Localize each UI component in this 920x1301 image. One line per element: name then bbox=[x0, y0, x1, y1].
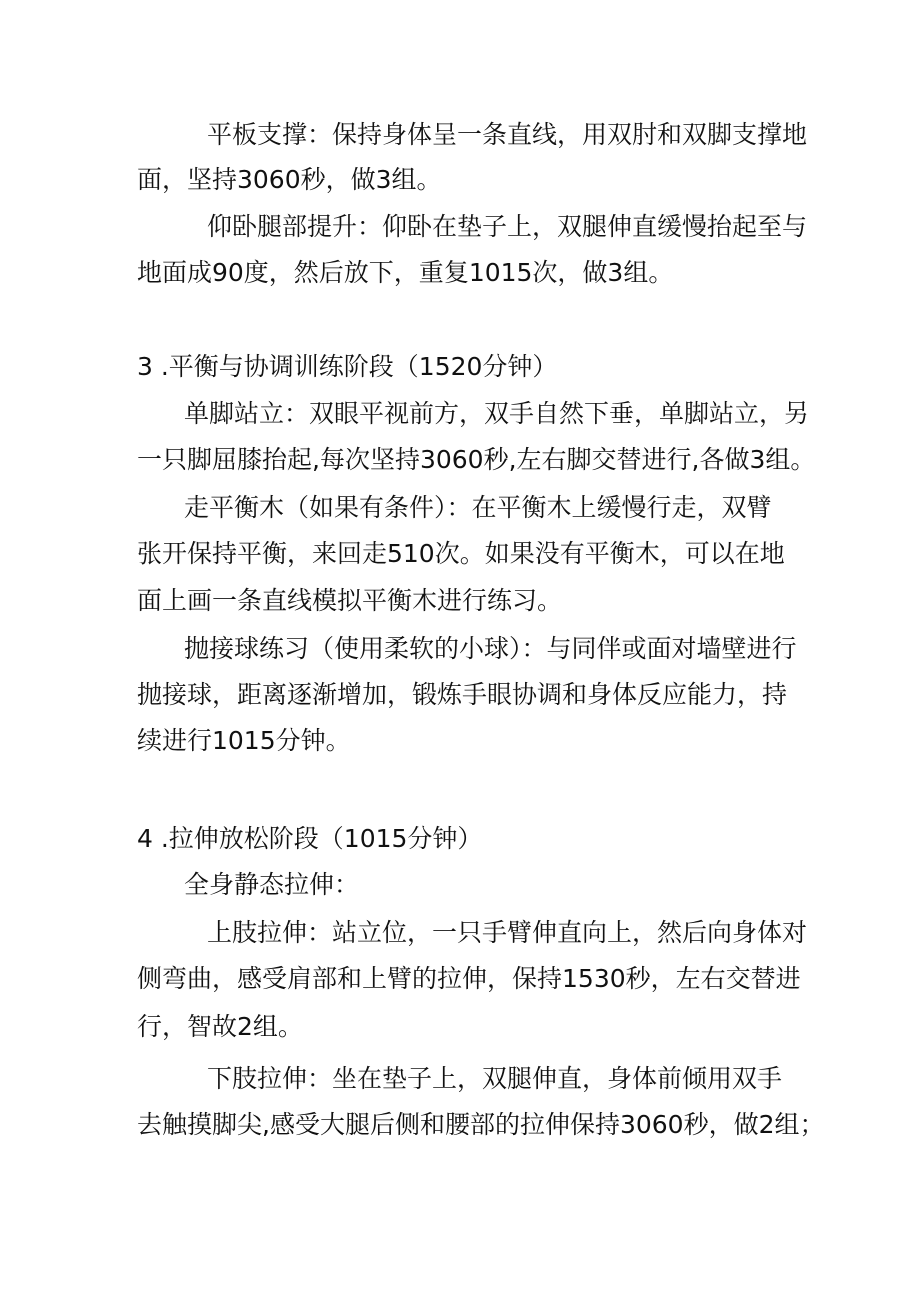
paragraph-single-leg-line-1: 单脚站立：双眼平视前方，双手自然下垂，单脚站立，另 bbox=[184, 399, 810, 428]
paragraph-ball-toss-line-1: 抛接球练习（使用柔软的小球）：与同伴或面对墙壁进行 bbox=[184, 634, 797, 663]
section-heading-balance: 3 .平衡与协调训练阶段（1520分钟） bbox=[137, 352, 558, 381]
paragraph-lower-limb-line-2: 去触摸脚尖,感受大腿后侧和腰部的拉伸保持3060秒，做2组； bbox=[137, 1110, 825, 1139]
paragraph-upper-limb-line-3: 行，智故2组。 bbox=[137, 1012, 303, 1041]
paragraph-leg-raise-line-2: 地面成90度，然后放下，重复1015次，做3组。 bbox=[137, 258, 674, 287]
paragraph-balance-beam-line-3: 面上画一条直线模拟平衡木进行练习。 bbox=[137, 586, 563, 615]
paragraph-upper-limb-line-1: 上肢拉伸：站立位，一只手臂伸直向上，然后向身体对 bbox=[207, 918, 808, 947]
paragraph-ball-toss-line-2: 抛接球，距离逐渐增加，锻炼手眼协调和身体反应能力，持 bbox=[137, 680, 788, 709]
paragraph-lower-limb-line-1: 下肢拉伸：坐在垫子上，双腿伸直，身体前倾用双手 bbox=[207, 1064, 783, 1093]
paragraph-ball-toss-line-3: 续进行1015分钟。 bbox=[137, 726, 351, 755]
paragraph-balance-beam-line-1: 走平衡木（如果有条件）：在平衡木上缓慢行走，双臂 bbox=[184, 493, 772, 522]
paragraph-balance-beam-line-2: 张开保持平衡，来回走510次。如果没有平衡木，可以在地 bbox=[137, 539, 785, 568]
paragraph-plank-line-1: 平板支撑：保持身体呈一条直线，用双肘和双脚支撑地 bbox=[207, 120, 808, 149]
paragraph-single-leg-line-2: 一只脚屈膝抬起,每次坚持3060秒,左右脚交替进行,各做3组。 bbox=[137, 445, 816, 474]
paragraph-plank-line-2: 面，坚持3060秒，做3组。 bbox=[137, 165, 442, 194]
paragraph-leg-raise-line-1: 仰卧腿部提升：仰卧在垫子上，双腿伸直缓慢抬起至与 bbox=[207, 212, 808, 241]
paragraph-upper-limb-line-2: 侧弯曲，感受肩部和上臂的拉伸，保持1530秒，左右交替进 bbox=[137, 964, 801, 993]
subheading-full-body-stretch: 全身静态拉伸： bbox=[184, 870, 360, 899]
section-heading-stretch: 4 .拉伸放松阶段（1015分钟） bbox=[137, 824, 483, 853]
